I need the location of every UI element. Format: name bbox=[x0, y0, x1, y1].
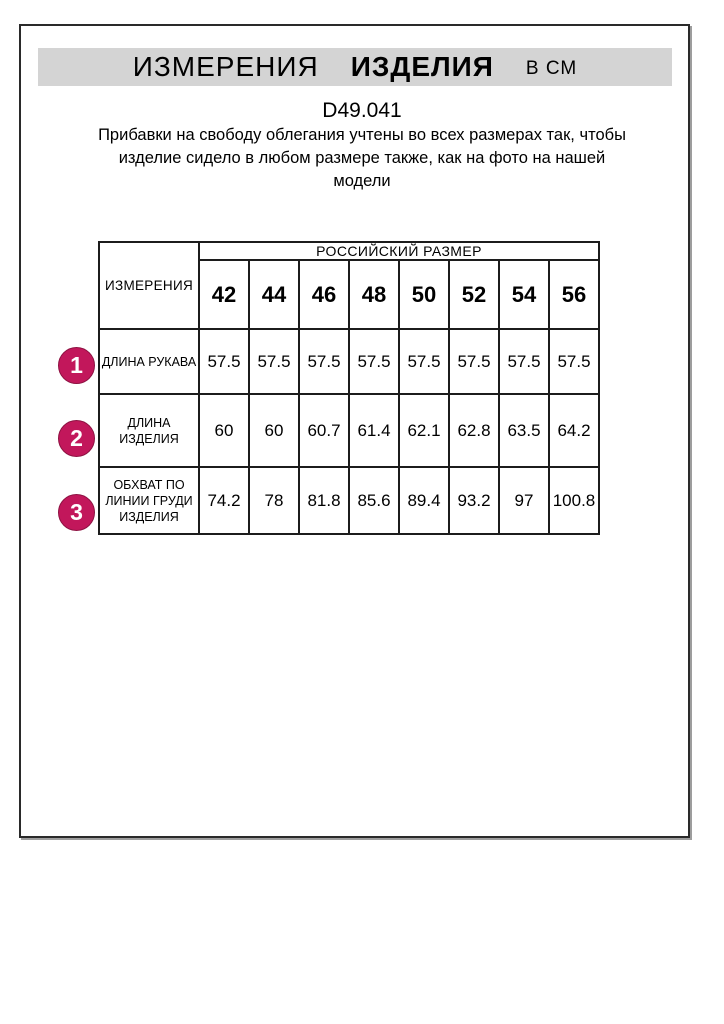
measurement-value: 81.8 bbox=[299, 467, 349, 534]
measurement-value: 57.5 bbox=[249, 329, 299, 394]
row-label: ОБХВАТ ПО ЛИНИИ ГРУДИ ИЗДЕЛИЯ bbox=[99, 467, 199, 534]
measurement-value: 61.4 bbox=[349, 394, 399, 467]
measurement-value: 74.2 bbox=[199, 467, 249, 534]
table-row-chest-girth bbox=[99, 467, 599, 534]
size-col-header: 56 bbox=[549, 260, 599, 329]
size-col-header: 54 bbox=[499, 260, 549, 329]
measurement-value: 57.5 bbox=[299, 329, 349, 394]
measurement-value: 57.5 bbox=[199, 329, 249, 394]
measurement-value: 97 bbox=[499, 467, 549, 534]
measurement-value: 57.5 bbox=[549, 329, 599, 394]
measurement-value: 63.5 bbox=[499, 394, 549, 467]
row-label: ДЛИНА ИЗДЕЛИЯ bbox=[99, 394, 199, 467]
row-number-badge-3: 3 bbox=[58, 494, 95, 531]
size-col-header: 48 bbox=[349, 260, 399, 329]
measurement-value: 89.4 bbox=[399, 467, 449, 534]
size-col-header: 42 bbox=[199, 260, 249, 329]
fit-note: Прибавки на свободу облегания учтены во всех размерах так, чтобы изделие сидело в любом размере также, как на фото на нашей модели bbox=[98, 126, 626, 190]
measurement-value: 60 bbox=[249, 394, 299, 467]
row-label: ДЛИНА РУКАВА bbox=[99, 329, 199, 394]
measurement-value: 57.5 bbox=[399, 329, 449, 394]
table-row-product-length bbox=[99, 394, 599, 467]
size-col-header: 50 bbox=[399, 260, 449, 329]
measurement-value: 60 bbox=[199, 394, 249, 467]
measurement-value: 85.6 bbox=[349, 467, 399, 534]
size-col-header: 44 bbox=[249, 260, 299, 329]
measurements-corner-cell: ИЗМЕРЕНИЯ bbox=[99, 242, 199, 329]
measurement-value: 100.8 bbox=[549, 467, 599, 534]
measurement-value: 62.1 bbox=[399, 394, 449, 467]
measurement-value: 78 bbox=[249, 467, 299, 534]
page-title-bold: ИЗДЕЛИЯ bbox=[350, 51, 494, 82]
measurement-value: 57.5 bbox=[349, 329, 399, 394]
russian-size-header: РОССИЙСКИЙ РАЗМЕР bbox=[199, 242, 599, 260]
table-row-sleeve-length bbox=[99, 329, 599, 394]
title-bar bbox=[38, 48, 672, 86]
measurement-value: 93.2 bbox=[449, 467, 499, 534]
measurement-value: 57.5 bbox=[499, 329, 549, 394]
measurement-value: 62.8 bbox=[449, 394, 499, 467]
measurement-value: 60.7 bbox=[299, 394, 349, 467]
table-header-row bbox=[99, 242, 599, 260]
measurement-value: 64.2 bbox=[549, 394, 599, 467]
units-label: В СМ bbox=[525, 58, 578, 79]
measurements-table bbox=[98, 241, 600, 535]
size-col-header: 46 bbox=[299, 260, 349, 329]
measurement-value: 57.5 bbox=[449, 329, 499, 394]
row-number-badge-2: 2 bbox=[58, 420, 95, 457]
size-col-header: 52 bbox=[449, 260, 499, 329]
row-number-badge-1: 1 bbox=[58, 347, 95, 384]
model-code: D49.041 bbox=[322, 99, 402, 122]
page-title: ИЗМЕРЕНИЯ bbox=[132, 51, 319, 82]
